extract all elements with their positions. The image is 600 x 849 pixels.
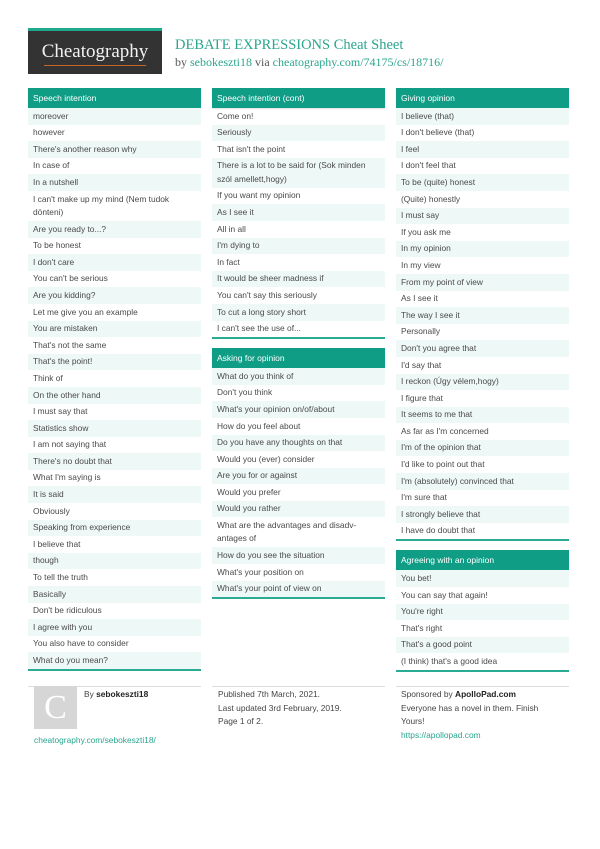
table-row: Basically	[28, 586, 201, 603]
footer-author-name[interactable]: sebokeszti18	[96, 689, 149, 699]
table-row: In fact	[217, 256, 240, 267]
table-row: I reckon (Úgy vélem,hogy)	[396, 374, 569, 391]
table-row: How do you feel about	[217, 420, 301, 431]
table-row: You are mistaken	[28, 321, 201, 338]
byline	[175, 54, 444, 70]
table-row: Obviously	[33, 505, 70, 516]
table-row: though	[28, 553, 201, 570]
page-number: Page 1 of 2.	[218, 716, 264, 726]
table-row: That's a good point	[396, 637, 569, 654]
table-row: Would you (ever) consider	[217, 453, 315, 464]
section-header: Speech intention (cont)	[212, 88, 385, 108]
table-row: I believe that	[33, 538, 81, 549]
table-row: I'm of the opinion that	[396, 440, 569, 457]
table-row: All in all	[217, 223, 246, 234]
sheet-url-link[interactable]: cheatography.com/74175/cs/18716/	[272, 55, 444, 69]
table-row: What's your position on	[217, 566, 304, 577]
table-row: To be (quite) honest	[396, 174, 569, 191]
table-row: I'd say that	[401, 359, 442, 370]
table-row: You can't be serious	[33, 273, 108, 284]
footer-by-label: By	[84, 689, 94, 699]
column-2	[212, 88, 385, 608]
author-link[interactable]: sebokeszti18	[190, 55, 252, 69]
table-row: however	[33, 127, 65, 138]
table-row: I feel	[396, 141, 569, 158]
table-row: You can say that again!	[401, 589, 488, 600]
footer-sponsor	[401, 688, 551, 742]
table-row: I believe (that)	[396, 108, 569, 125]
table-row: It seems to me that	[396, 407, 569, 424]
via-label: via	[255, 55, 270, 69]
table-row: I can't see the use of...	[217, 323, 302, 334]
table-row: In my view	[401, 259, 441, 270]
section-bottom-border	[396, 670, 569, 672]
table-row: Would you prefer	[217, 486, 281, 497]
table-row: What's your opinion on/of/about	[212, 401, 385, 418]
section-bottom-border	[396, 539, 569, 541]
updated-date: Last updated 3rd February, 2019.	[218, 702, 342, 713]
table-row: You can't say this seriously	[217, 289, 317, 300]
table-row: That's not the same	[33, 339, 107, 350]
table-row: (Quite) honestly	[401, 193, 461, 204]
by-label: by	[175, 55, 187, 69]
section-header: Speech intention	[28, 88, 201, 108]
column-1	[28, 88, 201, 680]
table-row: What do you think of	[212, 368, 385, 385]
table-row: Are you ready to...?	[28, 221, 201, 238]
section-speech-intention	[28, 88, 201, 671]
table-row: Don't you think	[217, 387, 273, 398]
table-row: In a nutshell	[28, 174, 201, 191]
table-row: If you want my opinion	[217, 190, 301, 201]
table-row: I'm dying to	[212, 238, 385, 255]
table-row: Are you kidding?	[28, 287, 201, 304]
footer-publish-info	[218, 688, 342, 729]
table-row: Think of	[33, 372, 63, 383]
table-row: In case of	[33, 160, 70, 171]
table-row: From my point of view	[396, 274, 569, 291]
table-row: As far as I'm concerned	[401, 425, 489, 436]
table-row: You're right	[396, 604, 569, 621]
footer-author-url[interactable]: cheatography.com/sebokeszti18/	[34, 735, 156, 745]
footer-author	[84, 688, 148, 702]
author-avatar[interactable]: C	[34, 686, 77, 729]
table-row: Don't you agree that	[396, 340, 569, 357]
table-row: I'd like to point out that	[401, 459, 485, 470]
table-row: As I see it	[212, 204, 385, 221]
table-row: I don't believe (that)	[401, 127, 475, 138]
table-row: I figure that	[401, 392, 443, 403]
table-row: There is a lot to be said for (Sok minden szól amellett,hogy)	[212, 158, 385, 188]
table-row: I'm sure that	[401, 492, 447, 503]
table-row: How do you see the situation	[212, 547, 385, 564]
table-row: Don't be ridiculous	[33, 605, 102, 616]
section-speech-intention-cont	[212, 88, 385, 339]
logo-underline	[44, 65, 147, 66]
sponsor-link[interactable]: https://apollopad.com	[401, 729, 481, 740]
section-header: Agreeing with an opinion	[396, 550, 569, 570]
table-row: Do you have any thoughts on that	[212, 435, 385, 452]
table-row: Personally	[401, 326, 441, 337]
table-row: I'm (absolutely) convinced that	[396, 473, 569, 490]
sponsor-text: Everyone has a novel in them. Finish Yours!	[401, 702, 539, 726]
footer-divider-2	[212, 686, 385, 687]
table-row: If you ask me	[401, 226, 451, 237]
table-row: As I see it	[401, 293, 438, 304]
table-row: There's another reason why	[28, 141, 201, 158]
table-row: (I think) that's a good idea	[401, 656, 498, 666]
table-row: I am not saying that	[33, 439, 107, 450]
table-row: Seriously	[212, 125, 385, 142]
table-row: What are the advantages and disadvantages of	[217, 520, 357, 544]
table-row: I can't make up my mind (Nem tudok dönteni)	[33, 193, 170, 217]
table-row: I don't care	[28, 254, 201, 271]
table-row: What's your point of view on	[212, 581, 385, 598]
section-header: Asking for opinion	[212, 348, 385, 368]
table-row: It is said	[28, 486, 201, 503]
logo-text: Cheatography	[42, 41, 149, 65]
table-row: I don't feel that	[401, 160, 456, 171]
table-row: You also have to consider	[33, 638, 129, 649]
section-agreeing-with-an-opinion	[396, 550, 569, 672]
title-block	[175, 37, 444, 70]
section-bottom-border	[212, 337, 385, 339]
sponsor-name[interactable]: ApolloPad.com	[455, 689, 516, 699]
table-row: It would be sheer madness if	[212, 271, 385, 288]
table-row: I have do doubt that	[401, 525, 476, 536]
table-row: Are you for or against	[212, 468, 385, 485]
table-row: That's the point!	[28, 354, 201, 371]
table-row: Let me give you an example	[33, 306, 138, 317]
table-row: I must say	[396, 208, 569, 225]
table-row: That's right	[401, 622, 443, 633]
table-row: I strongly believe that	[396, 506, 569, 523]
column-3	[396, 88, 569, 681]
table-row: To cut a long story short	[212, 304, 385, 321]
table-row: In my opinion	[396, 241, 569, 258]
table-row: There's no doubt that	[28, 453, 201, 470]
section-asking-for-opinion	[212, 348, 385, 599]
table-row: Would you rather	[212, 501, 385, 518]
table-row: To tell the truth	[33, 572, 88, 583]
cheatography-logo[interactable]	[28, 28, 162, 74]
table-row: On the other hand	[28, 387, 201, 404]
table-row: What I'm saying is	[33, 472, 101, 483]
footer-divider-3	[396, 686, 569, 687]
table-row: Statistics show	[28, 420, 201, 437]
section-bottom-border	[28, 669, 201, 671]
table-row: That isn't the point	[217, 143, 286, 154]
table-row: I agree with you	[28, 619, 201, 636]
table-row: To be honest	[33, 240, 81, 251]
page-title[interactable]: DEBATE EXPRESSIONS Cheat Sheet	[175, 37, 404, 53]
section-bottom-border	[212, 597, 385, 599]
published-date: Published 7th March, 2021.	[218, 689, 320, 699]
section-giving-opinion	[396, 88, 569, 541]
table-row: I must say that	[33, 406, 88, 417]
table-row: You bet!	[396, 570, 569, 587]
table-row: moreover	[28, 108, 201, 125]
sponsor-label: Sponsored by	[401, 689, 453, 699]
table-row: Come on!	[217, 110, 254, 121]
table-row: The way I see it	[396, 307, 569, 324]
table-row: Speaking from experience	[28, 520, 201, 537]
section-header: Giving opinion	[396, 88, 569, 108]
table-row: What do you mean?	[28, 652, 201, 669]
